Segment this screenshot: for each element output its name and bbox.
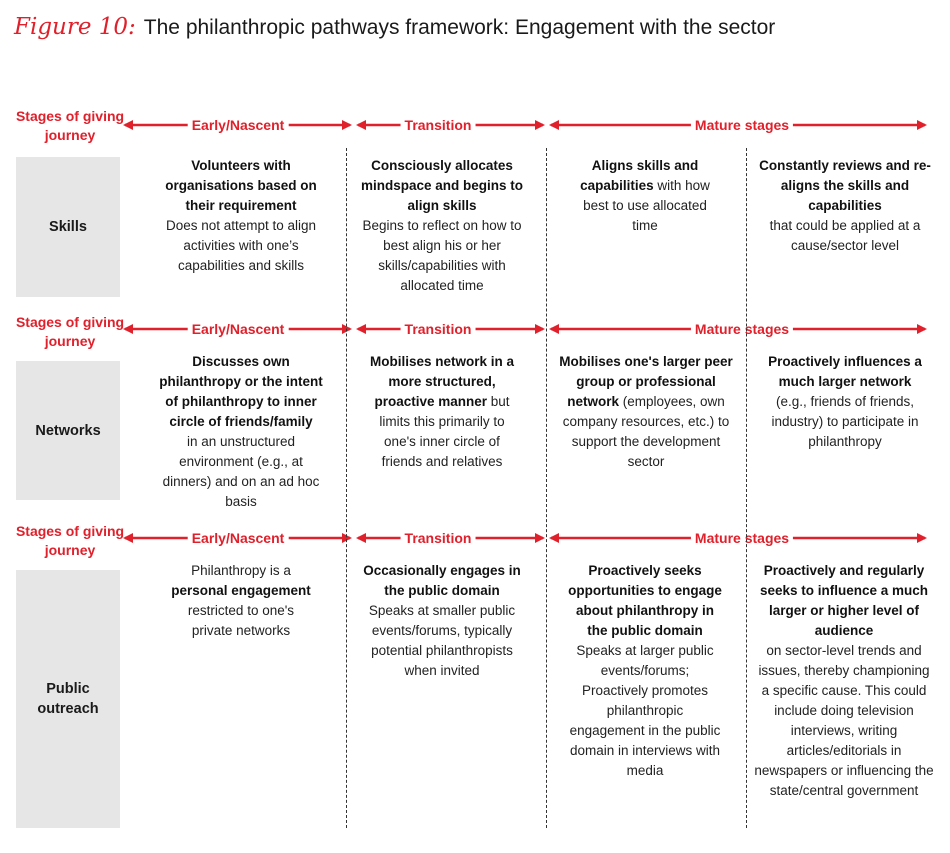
figure-title-text: The philanthropic pathways framework: Engagement with the sector [143,16,776,39]
cell-bold: personal engagement [171,583,311,598]
arrow-label-mature-3: Mature stages [691,529,793,547]
cell-bold: Proactively and regularly seeks to influence a much larger or higher level of audience [759,563,929,638]
cell-skills-mature-1 [572,156,718,236]
cell-bold: Proactively influences a much larger network [768,354,922,389]
cell-skills-early [156,156,326,276]
cell-skills-transition [356,156,528,296]
row-header-skills: Skills [16,157,120,297]
cell-bold: Occasionally engages in the public domain [363,563,521,598]
arrow-label-transition-2: Transition [401,320,476,338]
cell-networks-mature-1 [556,352,736,472]
cell-bold: Mobilises network in a more structured, proactive manner [369,354,515,409]
cell-bold: Discusses own philanthropy or the intent of philanthropy to inner circle of friends/family [159,354,323,429]
cell-text: Does not attempt to align activities with one’s capabilities and skills [165,218,317,273]
arrow-label-mature-2: Mature stages [691,320,793,338]
cell-text: that could be applied at a cause/sector level [769,218,921,253]
cell-text: (e.g., friends of friends, industry) to participate in philanthropy [771,394,919,449]
arrow-label-early-1: Early/Nascent [188,116,289,134]
figure-label: Figure 10: [14,14,136,40]
cell-text: (employees, own company resources, etc.) to support the development sector [562,394,730,469]
column-divider-2 [546,148,547,828]
stage-label-row-3: Stages of giving journey [15,523,125,558]
cell-outreach-mature-2 [754,561,934,801]
arrow-label-early-2: Early/Nascent [188,320,289,338]
cell-bold: Mobilises one's larger peer group or professional network [559,354,733,409]
cell-bold: Aligns skills and capabilities [580,158,699,193]
cell-bold: Proactively seeks opportunities to engage about philanthropy in the public domain [568,563,722,638]
column-divider-1 [346,148,347,828]
cell-outreach-mature-1 [568,561,722,781]
row-header-public-outreach: Public outreach [16,570,120,828]
cell-networks-early [156,352,326,512]
row-header-networks: Networks [16,361,120,500]
cell-text: Speaks at smaller public events/forums, typically potential philanthropists when invited [368,603,516,678]
cell-text: on sector-level trends and issues, thereby championing a specific cause. This could include doing television interviews, writing articles/editorials in newspapers or influencing the state/central government [754,643,934,798]
cell-text: with how best to use allocated time [583,178,710,233]
arrow-label-transition-3: Transition [401,529,476,547]
cell-outreach-transition [358,561,526,681]
column-divider-3 [746,148,747,828]
cell-networks-mature-2 [766,352,924,452]
cell-text: but limits this primarily to one's inner circle of friends and relatives [379,394,510,469]
cell-text: restricted to one's private networks [187,603,295,638]
cell-skills-mature-2 [758,156,932,256]
arrow-label-early-3: Early/Nascent [188,529,289,547]
cell-outreach-early [166,561,316,641]
cell-bold: Constantly reviews and re-aligns the skills and capabilities [759,158,931,213]
cell-bold: Volunteers with organisations based on their requirement [165,158,317,213]
cell-bold: Consciously allocates mindspace and begins to align skills [360,158,524,213]
cell-text: Speaks at larger public events/forums; Proactively promotes philanthropic engagement in the public domain in interviews with media [569,643,721,778]
cell-text: Begins to reflect on how to best align his or her skills/capabilities with allocated time [362,218,522,293]
stage-label-row-2: Stages of giving journey [15,314,125,349]
stage-label-row-1: Stages of giving journey [15,108,125,143]
cell-pre: Philanthropy is a [191,563,291,578]
cell-networks-transition [363,352,521,472]
cell-text: in an unstructured environment (e.g., at dinners) and on an ad hoc basis [162,434,320,509]
arrow-label-mature-1: Mature stages [691,116,793,134]
arrow-label-transition-1: Transition [401,116,476,134]
